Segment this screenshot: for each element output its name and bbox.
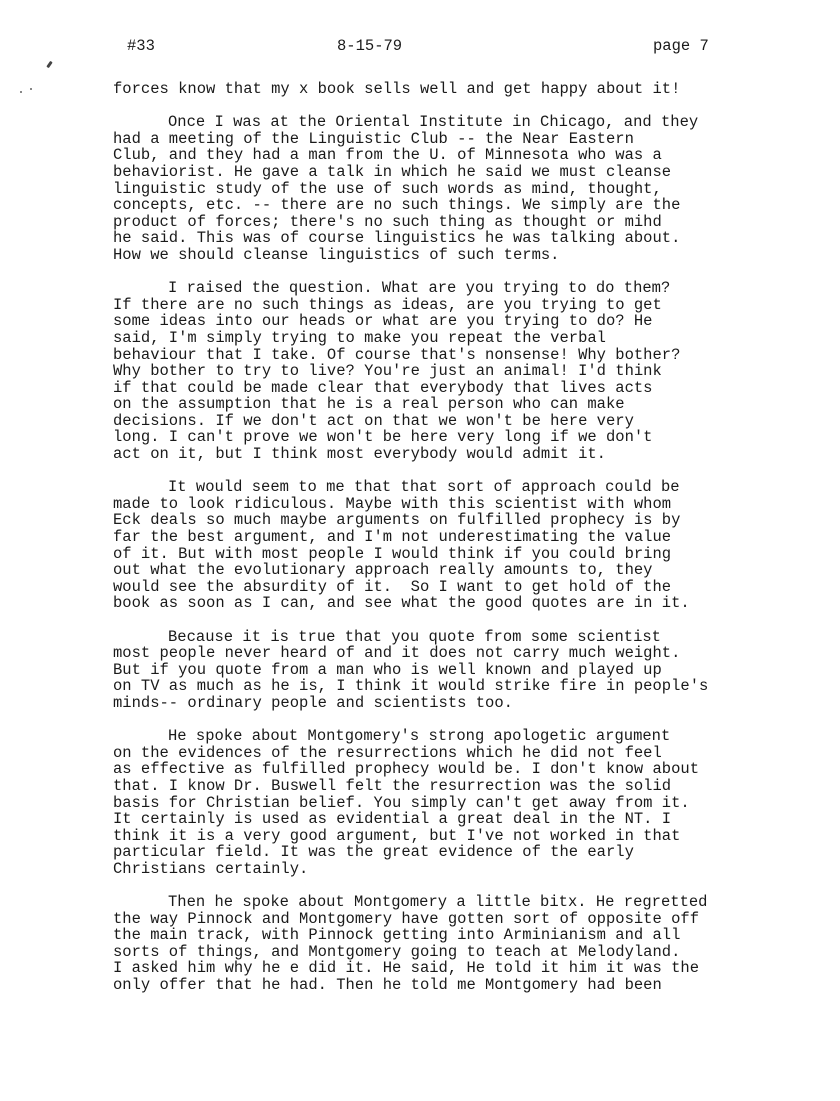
text-line: act on it, but I think most everybody would admit it.: [113, 445, 606, 464]
text-line: on TV as much as he is, I think it would strike fire in people's: [113, 677, 709, 696]
text-line: minds-- ordinary people and scientists too.: [113, 693, 513, 712]
text-line: the main track, with Pinnock getting into Arminianism and all: [113, 926, 681, 945]
stray-ink-dot: [20, 91, 22, 93]
text-line: on the assumption that he is a real person who can make: [113, 395, 625, 414]
text-line: of it. But with most people I would think if you could bring: [113, 544, 672, 563]
page-number: page 7: [653, 37, 709, 55]
text-line: said, I'm simply trying to make you repeat the verbal: [113, 328, 606, 347]
text-line: It would seem to me that that sort of approach could be: [168, 478, 680, 497]
stray-ink-dot: [30, 88, 32, 90]
text-line: the way Pinnock and Montgomery have gotten sort of opposite off: [113, 909, 699, 928]
text-line: Once I was at the Oriental Institute in Chicago, and they: [168, 113, 699, 132]
text-line: How we should cleanse linguistics of such terms.: [113, 245, 560, 264]
stray-ink-mark: [46, 61, 52, 68]
text-line: book as soon as I can, and see what the good quotes are in it.: [113, 594, 690, 613]
document-body: [113, 81, 833, 994]
text-line: behaviorist. He gave a talk in which he said we must cleanse: [113, 162, 672, 181]
paragraph-gap: [113, 878, 833, 895]
transcript-date: 8-15-79: [337, 37, 403, 55]
text-line: think it is a very good argument, but I've not worked in that: [113, 826, 681, 845]
text-line: particular field. It was the great evidence of the early: [113, 843, 634, 862]
text-line: basis for Christian belief. You simply can't get away from it.: [113, 793, 690, 812]
text-line: had a meeting of the Linguistic Club -- the Near Eastern: [113, 129, 634, 148]
text-line: Then he spoke about Montgomery a little bitx. He regretted: [168, 893, 708, 912]
text-line: Why bother to try to live? You're just an animal! I'd think: [113, 362, 662, 381]
paragraph: [113, 114, 833, 263]
paragraph-gap: [113, 463, 833, 480]
paragraph-gap: [113, 612, 833, 629]
paragraph-gap: [113, 264, 833, 281]
text-line: I asked him why he e did it. He said, He told it him it was the: [113, 959, 699, 978]
text-line: Club, and they had a man from the U. of Minnesota who was a: [113, 146, 662, 165]
text-line: as effective as fulfilled prophecy would be. I don't know about: [113, 760, 699, 779]
transcript-number: #33: [127, 37, 155, 55]
text-line: decisions. If we don't act on that we won't be here very: [113, 411, 634, 430]
text-line: product of forces; there's no such thing as thought or mihd: [113, 212, 662, 231]
paragraph-gap: [113, 712, 833, 729]
text-line: far the best argument, and I'm not underestimating the value: [113, 528, 672, 547]
paragraph: [113, 894, 833, 994]
paragraph: [113, 280, 833, 463]
text-line: Christians certainly.: [113, 859, 309, 878]
text-line: linguistic study of the use of such words as mind, thought,: [113, 179, 662, 198]
text-line: he said. This was of course linguistics he was talking about.: [113, 229, 681, 248]
text-line: made to look ridiculous. Maybe with this scientist with whom: [113, 494, 672, 513]
text-line: some ideas into our heads or what are you trying to do? He: [113, 312, 653, 331]
text-line: that. I know Dr. Buswell felt the resurrection was the solid: [113, 776, 672, 795]
text-line: behaviour that I take. Of course that's nonsense! Why bother?: [113, 345, 681, 364]
text-line: long. I can't prove we won't be here very long if we don't: [113, 428, 653, 447]
paragraph: [113, 479, 833, 612]
text-line: He spoke about Montgomery's strong apologetic argument: [168, 727, 671, 746]
text-line: I raised the question. What are you trying to do them?: [168, 279, 671, 298]
text-line: would see the absurdity of it. So I want to get hold of the: [113, 577, 672, 596]
paragraph: [113, 81, 833, 98]
text-line: if that could be made clear that everybody that lives acts: [113, 378, 653, 397]
text-line: If there are no such things as ideas, are you trying to get: [113, 295, 662, 314]
text-line: It certainly is used as evidential a great deal in the NT. I: [113, 810, 672, 829]
text-line: concepts, etc. -- there are no such things. We simply are the: [113, 196, 681, 215]
text-line: Because it is true that you quote from some scientist: [168, 627, 661, 646]
text-line: out what the evolutionary approach really amounts to, they: [113, 561, 653, 580]
text-line: only offer that he had. Then he told me Montgomery had been: [113, 976, 662, 995]
paragraph: [113, 728, 833, 877]
paragraph: [113, 629, 833, 712]
text-line: Eck deals so much maybe arguments on fulfilled prophecy is by: [113, 511, 681, 530]
text-line: most people never heard of and it does not carry much weight.: [113, 644, 681, 663]
text-line: sorts of things, and Montgomery going to teach at Melodyland.: [113, 942, 681, 961]
text-line: But if you quote from a man who is well known and played up: [113, 660, 662, 679]
paragraph-gap: [113, 98, 833, 115]
text-line: on the evidences of the resurrections which he did not feel: [113, 743, 662, 762]
text-line: forces know that my x book sells well and get happy about it!: [113, 80, 681, 98]
